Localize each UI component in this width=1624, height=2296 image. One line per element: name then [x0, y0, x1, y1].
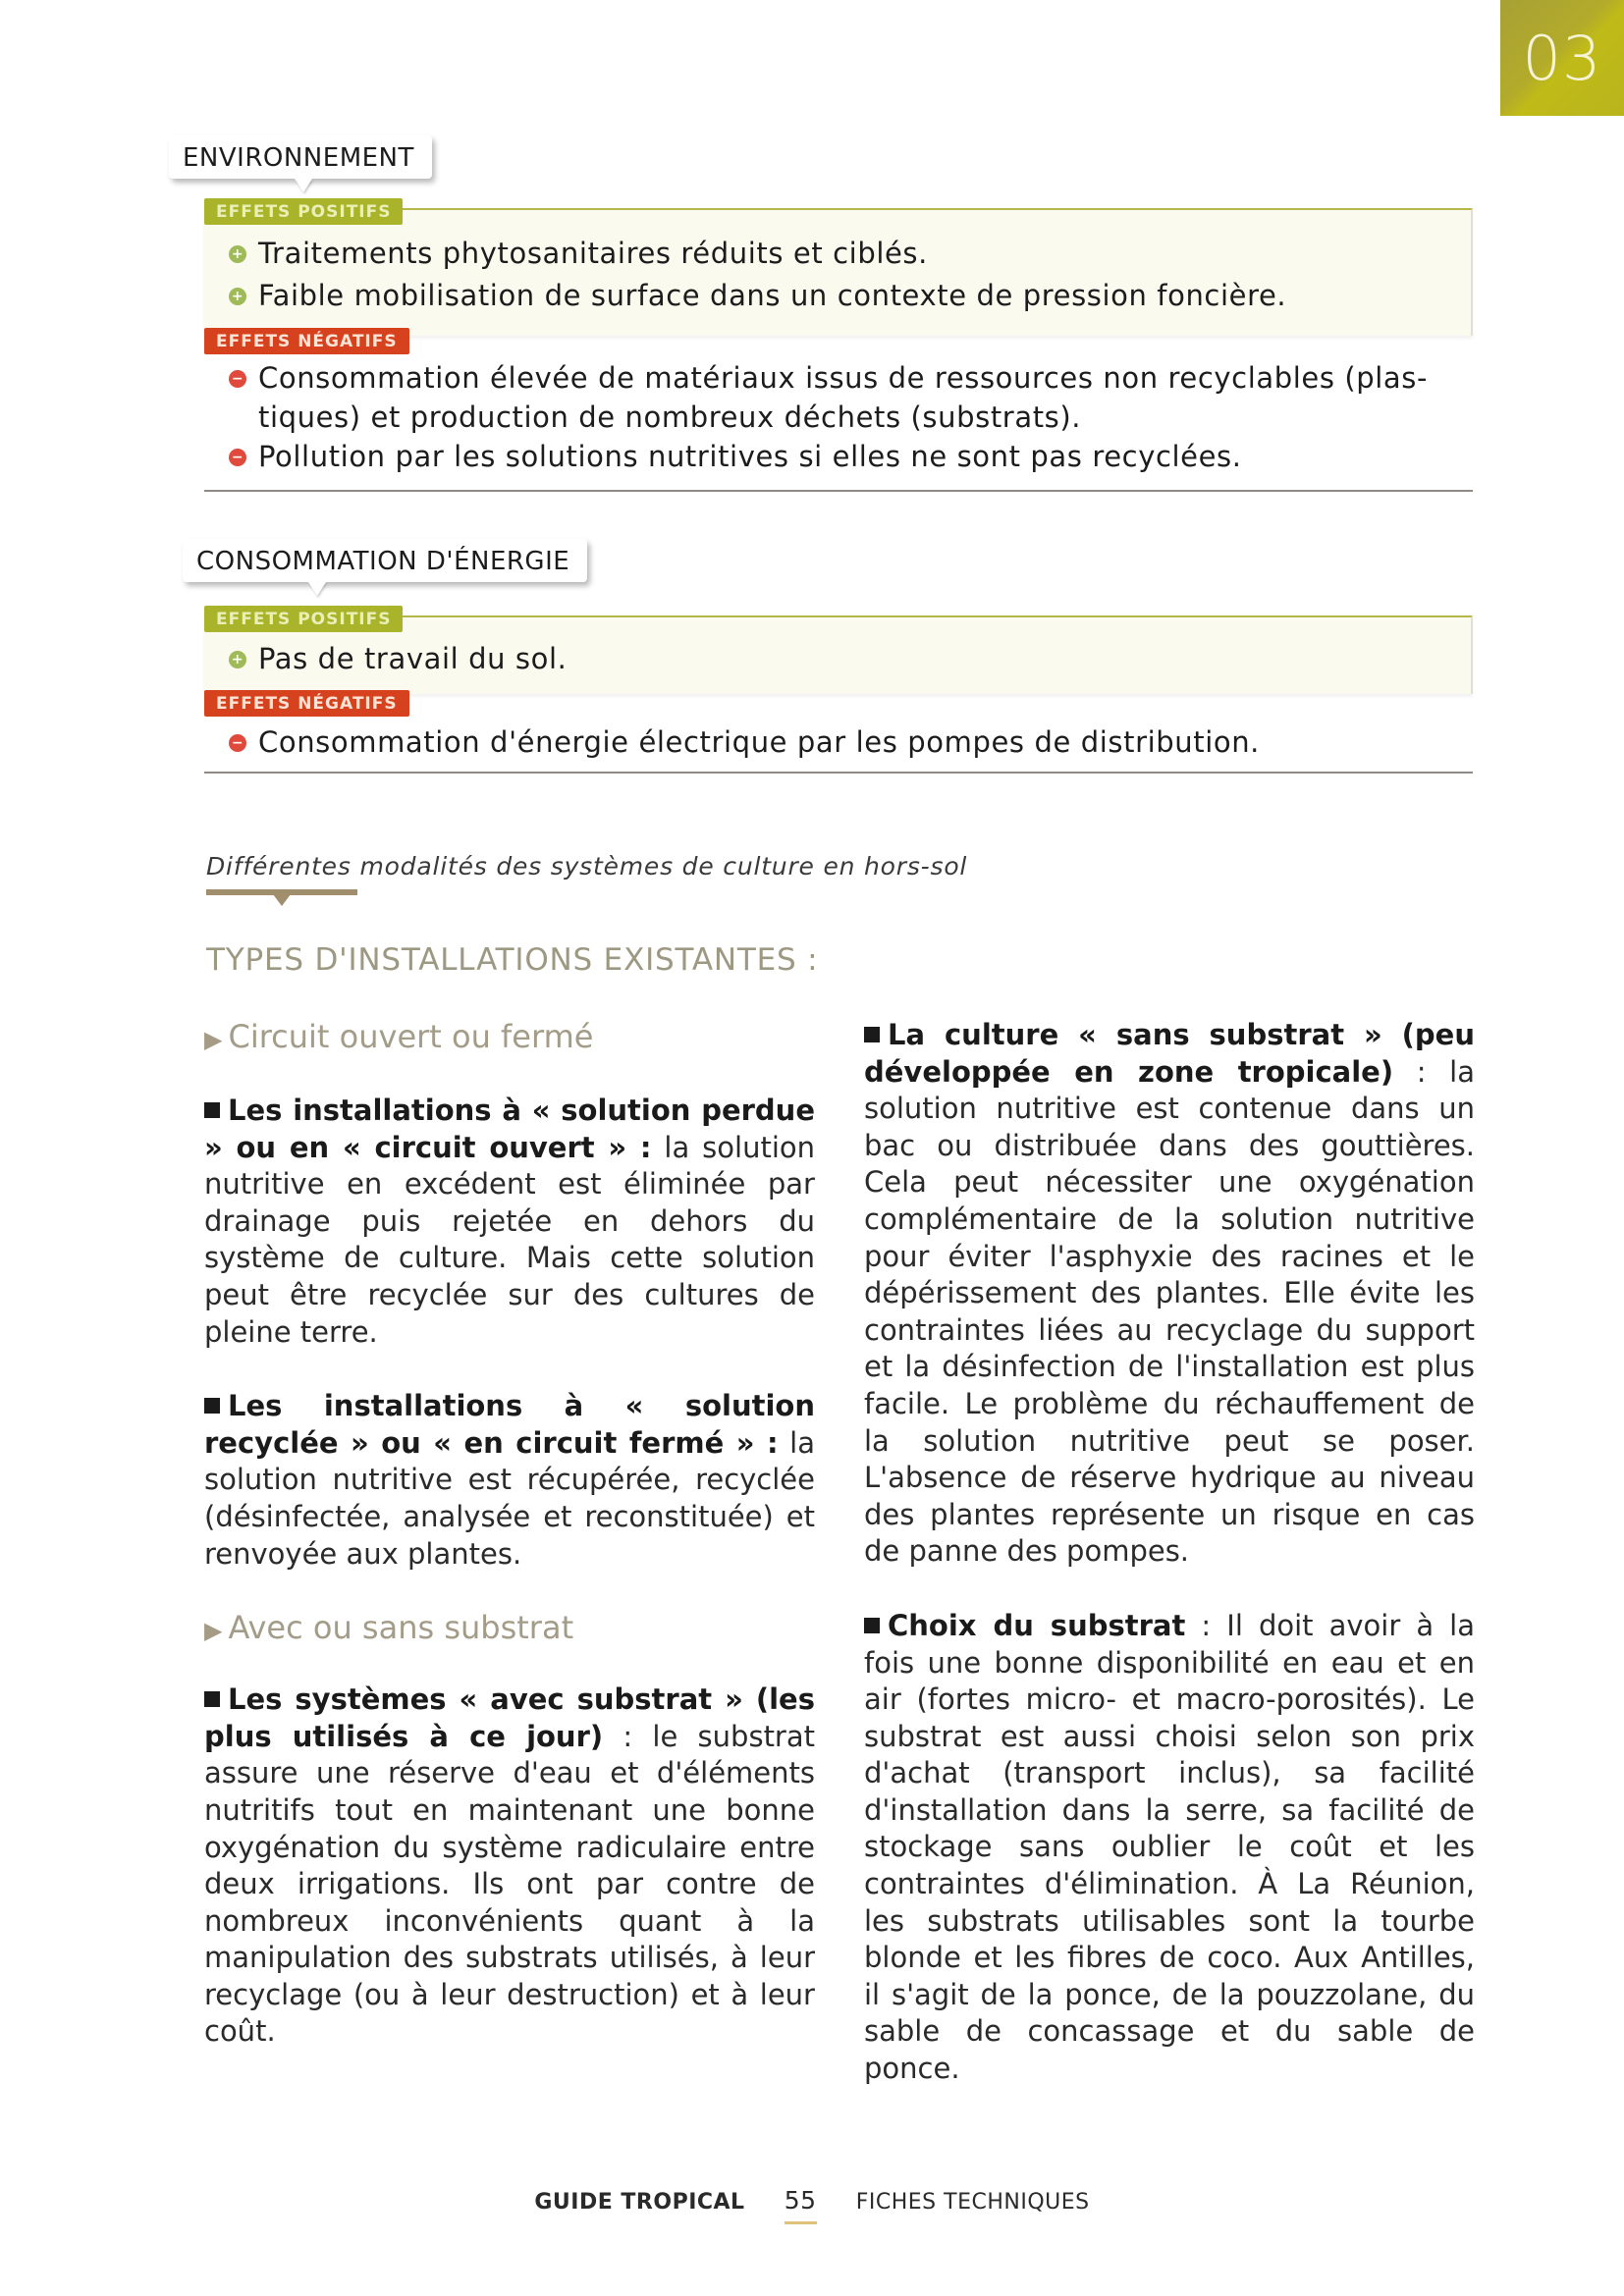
negative-effect-item: − Consommation élevée de matériaux issus de ressources non recyclables (plas-	[204, 358, 1473, 398]
triangle-bullet-icon: ▶	[204, 1026, 223, 1053]
minus-icon: −	[229, 449, 246, 466]
right-column	[864, 1017, 1475, 2088]
subheading-circuit: ▶ Circuit ouvert ou fermé	[204, 1018, 594, 1055]
positive-effect-item: + Traitements phytosanitaires réduits et ciblés.	[204, 234, 1471, 273]
chapter-tab: 03	[1500, 0, 1624, 116]
left-column	[204, 1015, 815, 2051]
square-bullet-icon	[204, 1691, 220, 1707]
paragraph-avec-substrat: Les systèmes « avec substrat » (les plus utilisés à ce jour) : le substrat assure une réserve d'eau et d'éléments nutritifs tout en maintenant une bonne oxygénation du système radiculaire entre deux irrigations. Ils ont par contre de nombreux inconvénients quant à la manipulation des substrats utilisés, à leur recyclage (ou à leur destruction) et à leur coût.	[204, 1682, 815, 2049]
paragraph-solution-recyclee: Les installations à « solution recyclée » ou « en circuit fermé » : la solution nutritive est récupérée, recyclée (désinfectée, analysée et reconstituée) et renvoyée aux plantes.	[204, 1389, 816, 1571]
paragraph-solution-perdue: Les installations à « solution perdue » ou en « circuit ouvert » : la solution nutritive en excédent est éliminée par drainage puis rejetée en dehors du système de culture. Mais cette solution peut être recyclée sur des cultures de pleine terre.	[204, 1094, 816, 1349]
positive-effect-item: + Pas de travail du sol.	[204, 639, 1471, 678]
section-bubble-environnement: ENVIRONNEMENT	[169, 135, 432, 179]
square-bullet-icon	[864, 1027, 880, 1042]
negative-effect-item-continued: tiques) et production de nombreux déchets (substrats).	[258, 400, 1082, 434]
triangle-bullet-icon: ▶	[204, 1617, 223, 1645]
caption-pointer-icon	[273, 894, 291, 906]
effects-block-energie	[204, 610, 1473, 774]
effects-block-environnement	[204, 202, 1473, 492]
negative-effects-tag: EFFETS NÉGATIFS	[204, 690, 409, 717]
section-bubble-energie: CONSOMMATION D'ÉNERGIE	[183, 539, 587, 582]
positive-effects-box	[204, 202, 1473, 336]
minus-icon: −	[229, 734, 246, 752]
minus-icon: −	[229, 370, 246, 388]
section-divider	[204, 772, 1473, 774]
page-number: 55	[784, 2186, 817, 2215]
square-bullet-icon	[204, 1102, 220, 1118]
footer-section-title: FICHES TECHNIQUES	[855, 2190, 1090, 2215]
plus-icon: +	[229, 245, 246, 263]
positive-effects-tag: EFFETS POSITIFS	[204, 606, 403, 632]
paragraph-sans-substrat: La culture « sans substrat » (peu développée en zone tropicale) : la solution nutritive est contenue dans un bac ou distribuée dans des gouttières. Cela peut nécessiter une oxygénation complémentaire de la solution nutritive pour éviter l'asphyxie des racines et le dépérissement des plantes. Elle évite les contraintes liées au recyclage du support et la désinfection de l'installation est plus facile. Le problème du réchauffement de la solution nutritive peut se poser. L'absence de réserve hydrique au niveau des plantes représente un risque en cas de panne des pompes.	[864, 1018, 1475, 1569]
subheading-substrat: ▶ Avec ou sans substrat	[204, 1609, 574, 1647]
page-footer	[0, 2186, 1624, 2215]
positive-effects-box	[204, 610, 1473, 694]
figure-caption: Différentes modalités des systèmes de culture en hors-sol	[206, 852, 968, 881]
negative-effects-tag: EFFETS NÉGATIFS	[204, 328, 409, 354]
negative-effect-item: − Pollution par les solutions nutritives si elles ne sont pas recyclées.	[204, 437, 1473, 476]
plus-icon: +	[229, 288, 246, 305]
square-bullet-icon	[204, 1398, 220, 1414]
negative-effect-item: − Consommation d'énergie électrique par les pompes de distribution.	[204, 722, 1473, 762]
installations-heading: TYPES D'INSTALLATIONS EXISTANTES :	[206, 942, 819, 978]
paragraph-choix-substrat: Choix du substrat : Il doit avoir à la fois une bonne disponibilité en eau et en air (fortes micro- et macro-porosités). Le substrat est aussi choisi selon son prix d'achat (transport inclus), sa facilité d'installation dans la serre, sa facilité de stockage sans oublier le coût et les contraintes d'élimination. À La Réunion, les substrats utilisables sont la tourbe blonde et les fibres de coco. Aux Antilles, il s'agit de la ponce, de la pouzzolane, du sable de concassage et du sable de ponce.	[864, 1608, 1475, 2086]
plus-icon: +	[229, 651, 246, 668]
positive-effect-item: + Faible mobilisation de surface dans un contexte de pression foncière.	[204, 276, 1471, 315]
section-divider	[204, 490, 1473, 492]
square-bullet-icon	[864, 1618, 880, 1633]
positive-effects-tag: EFFETS POSITIFS	[204, 198, 403, 225]
footer-guide-title: GUIDE TROPICAL	[534, 2190, 745, 2215]
